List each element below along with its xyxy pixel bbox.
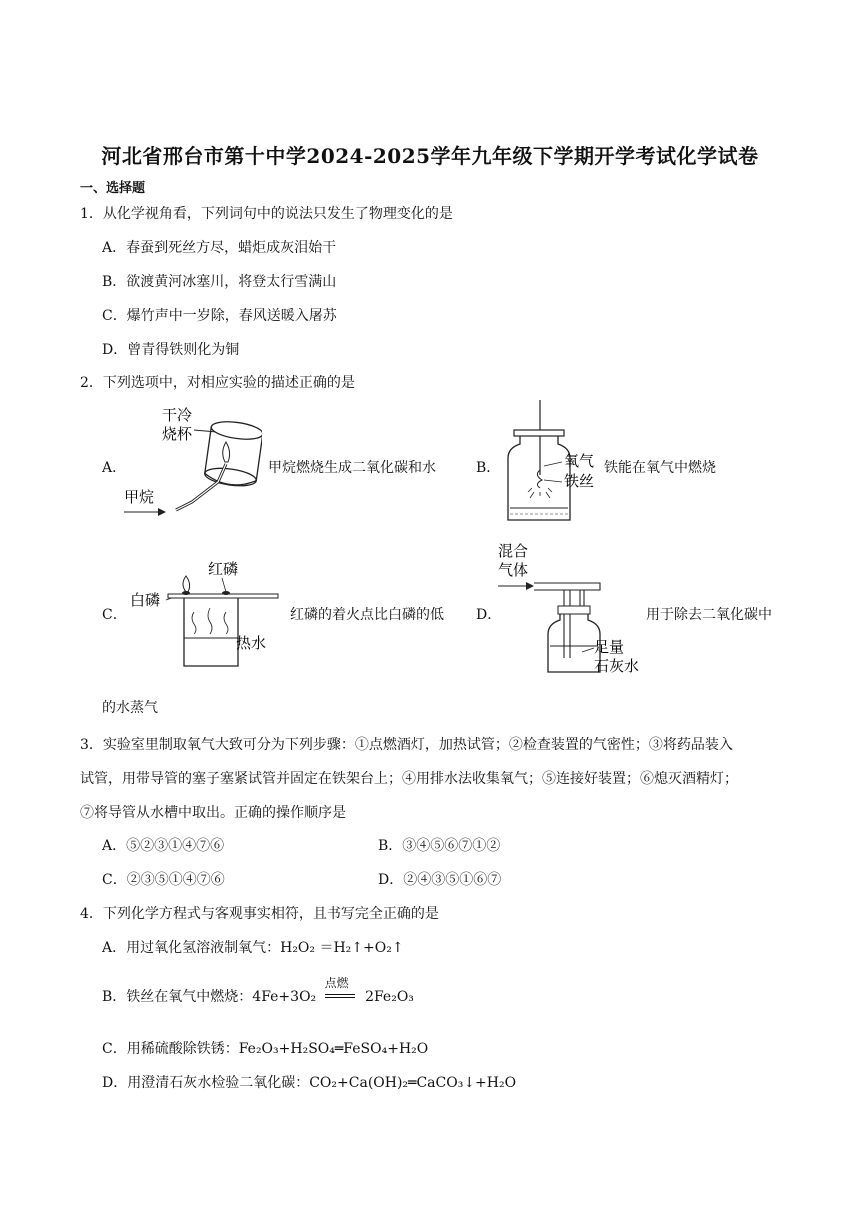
phosphorus-combustion-figure	[126, 558, 286, 673]
cup-label-2: 烧杯	[162, 425, 193, 443]
q2-option-a-text: 甲烷燃烧生成二氧化碳和水	[268, 460, 436, 476]
q2-option-b-letter[interactable]: B．	[476, 460, 501, 476]
q1-option-a[interactable]: A．春蚕到死丝方尽，蜡炬成灰泪始干	[102, 240, 337, 256]
q3-option-b[interactable]: B．③④⑤⑥⑦①②	[378, 838, 501, 854]
page-title: 河北省邢台市第十中学2024-2025学年九年级下学期开学考试化学试卷	[101, 144, 759, 168]
limewater-label-2: 石灰水	[594, 657, 640, 675]
iron-burning-figure	[498, 400, 604, 525]
q4-option-b-reactants: B．铁丝在氧气中燃烧：4Fe+3O₂	[102, 989, 317, 1005]
q2-option-d-text: 用于除去二氧化碳中	[646, 607, 772, 623]
limewater-label-1: 足量	[594, 638, 625, 656]
q3-stem-line-3: ⑦将导管从水槽中取出。正确的操作顺序是	[80, 805, 346, 821]
mixed-gas-label-2: 气体	[498, 561, 529, 579]
q1-option-b[interactable]: B．欲渡黄河冰塞川，将登太行雪满山	[102, 274, 337, 290]
mixed-gas-label-1: 混合	[498, 542, 529, 560]
q1-option-d[interactable]: D．曾青得铁则化为铜	[102, 342, 240, 358]
q2-option-d-letter[interactable]: D．	[476, 607, 502, 623]
white-phosphorus-label: 白磷	[130, 591, 161, 609]
q3-stem-line-1: 3．实验室里制取氧气大致可分为下列步骤：①点燃酒灯，加热试管；②检查装置的气密性；③将药品装入	[80, 737, 733, 753]
q4-option-c[interactable]: C．用稀硫酸除铁锈：Fe₂O₃+H₂SO₄═FeSO₄+H₂O	[102, 1041, 429, 1057]
cup-label-1: 干冷	[162, 406, 193, 424]
q3-option-a[interactable]: A．⑤②③①④⑦⑥	[102, 838, 225, 854]
q1-stem: 1．从化学视角看，下列词句中的说法只发生了物理变化的是	[80, 206, 453, 222]
reaction-condition	[323, 976, 359, 1004]
q2-stem: 2．下列选项中，对相应实验的描述正确的是	[80, 375, 355, 391]
q4-option-a[interactable]: A．用过氧化氢溶液制氧气：H₂O₂ ＝H₂↑+O₂↑	[102, 940, 404, 956]
q4-option-b-product: 2Fe₂O₃	[365, 989, 414, 1005]
oxygen-label: 氧气	[564, 452, 595, 470]
hot-water-label: 热水	[236, 634, 267, 652]
reaction-condition-label: 点燃	[324, 976, 349, 990]
section-heading: 一、选择题	[80, 181, 146, 196]
q4-stem: 4．下列化学方程式与客观事实相符，且书写完全正确的是	[80, 906, 439, 922]
gas-washing-bottle-figure	[494, 540, 654, 680]
q3-option-d[interactable]: D．②④③⑤①⑥⑦	[378, 872, 502, 888]
q2-option-c-letter[interactable]: C．	[102, 607, 127, 623]
q2-option-c-text: 红磷的着火点比白磷的低	[290, 607, 444, 623]
red-phosphorus-label: 红磷	[208, 560, 239, 578]
q3-stem-line-2: 试管，用带导管的塞子塞紧试管并固定在铁架台上；④用排水法收集氧气；⑤连接好装置；⑥熄灭酒精灯；	[80, 771, 738, 787]
iron-wire-label: 铁丝	[564, 472, 595, 490]
q2-option-d-continued: 的水蒸气	[102, 700, 158, 716]
q1-option-c[interactable]: C．爆竹声中一岁除，春风送暖入屠苏	[102, 308, 337, 324]
q2-option-b-text: 铁能在氧气中燃烧	[604, 460, 716, 476]
methane-burning-figure	[122, 402, 262, 522]
q4-option-d[interactable]: D．用澄清石灰水检验二氧化碳：CO₂+Ca(OH)₂═CaCO₃↓+H₂O	[102, 1075, 517, 1091]
q4-option-b[interactable]	[102, 976, 414, 1006]
q2-option-a-letter[interactable]: A．	[102, 460, 127, 476]
q3-option-c[interactable]: C．②③⑤①④⑦⑥	[102, 872, 225, 888]
methane-label: 甲烷	[124, 488, 155, 506]
